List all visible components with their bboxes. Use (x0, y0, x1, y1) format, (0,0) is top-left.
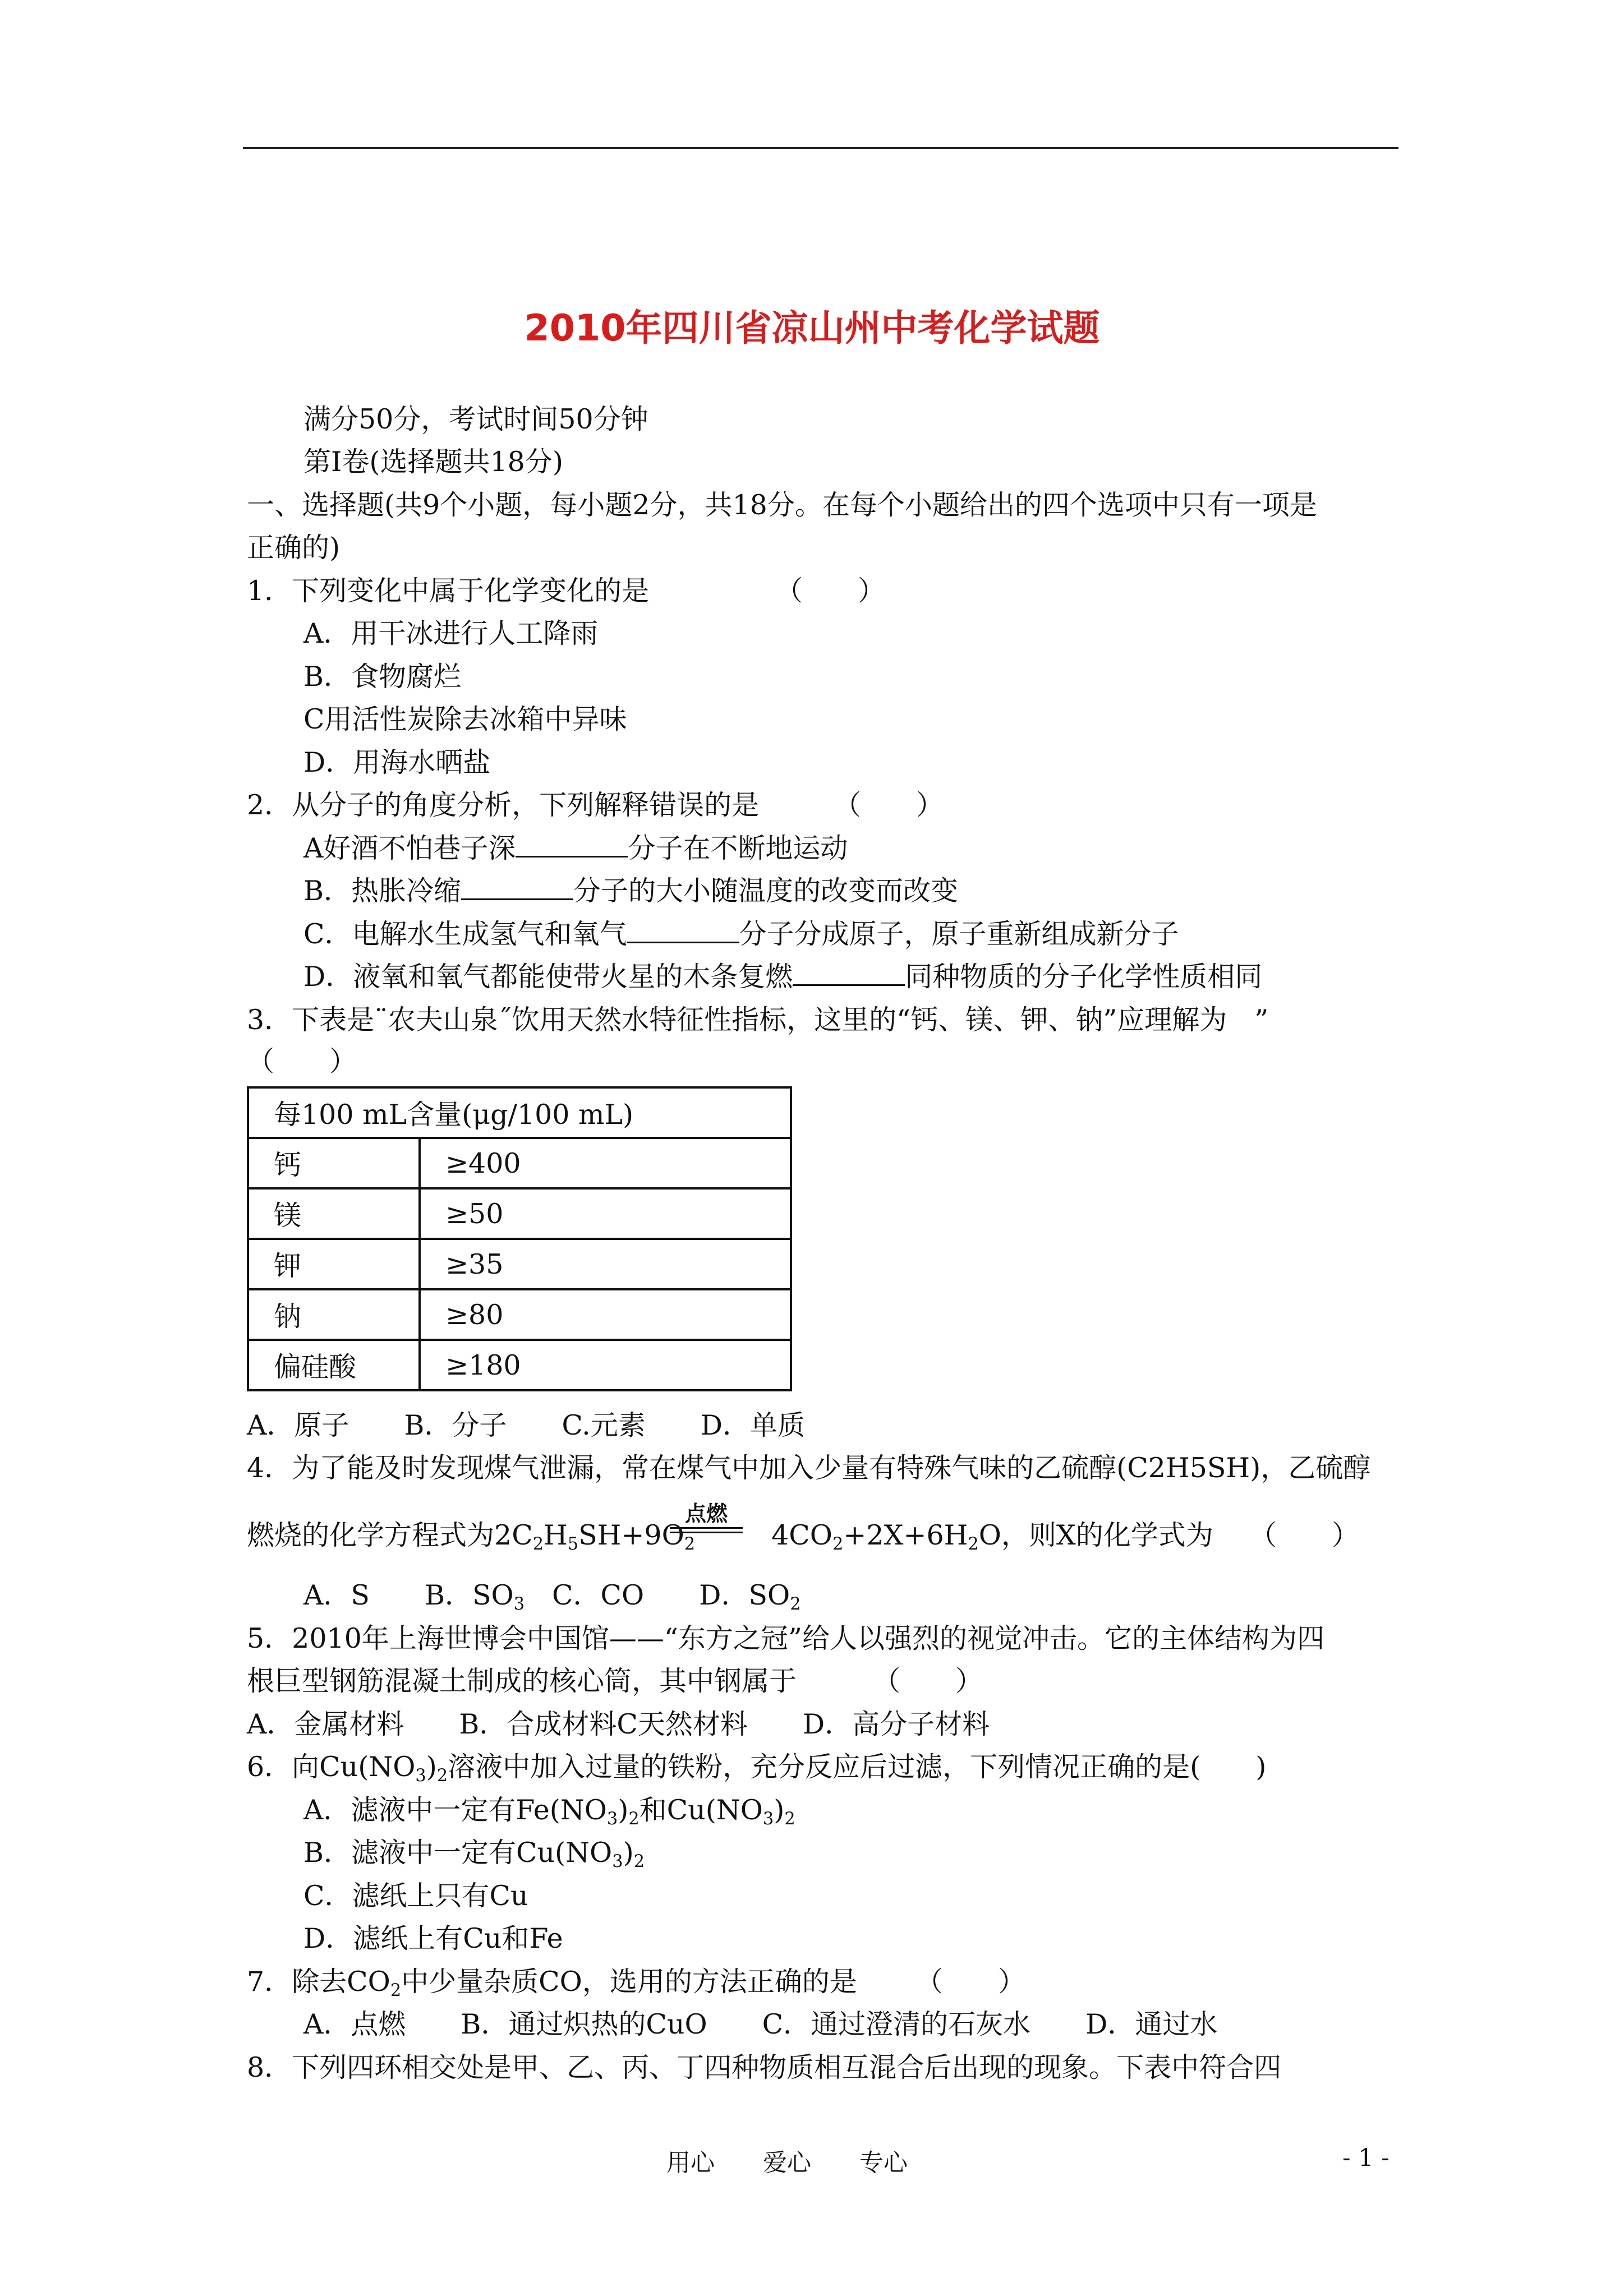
q5-options: A．金属材料 B．合成材料C天然材料 D．高分子材料 (247, 1708, 990, 1740)
table-cell-value: ≥180 (420, 1340, 791, 1390)
q7-options: A．点燃 B．通过炽热的CuO C．通过澄清的石灰水 D．通过水 (303, 2008, 1218, 2040)
table-row (248, 1188, 791, 1239)
table-row (248, 1138, 791, 1188)
table-cell-value: ≥400 (420, 1138, 791, 1188)
q8-stem-line1: 8．下列四环相交处是甲、乙、丙、丁四种物质相互混合后出现的现象。下表中符合四 (247, 2051, 1282, 2083)
table-row (248, 1340, 791, 1390)
mineral-content-table (247, 1086, 792, 1391)
q2-answer-bracket: （ ） (834, 789, 944, 821)
table-cell-element: 钠 (248, 1289, 420, 1340)
table-row (248, 1239, 791, 1289)
q1-answer-bracket: （ ） (775, 575, 886, 607)
q5-answer-bracket: （ ） (873, 1665, 983, 1697)
table-header-cell: 每100 mL含量(μg/100 mL) (248, 1087, 791, 1138)
table-cell-value: ≥35 (420, 1239, 791, 1289)
q1-option-b: B．食物腐烂 (303, 661, 462, 693)
q6-option-a: A．滤液中一定有$Fe(NO_3)_2$和$Cu(NO_3)_2$ (303, 1794, 795, 1829)
q3-answer-bracket: （ ） (247, 1045, 357, 1077)
q6-option-b: B．滤液中一定有$Cu(NO_3)_2$ (303, 1837, 645, 1872)
q1-option-a: A．用干冰进行人工降雨 (303, 617, 599, 649)
q2-option-c: C．电解水生成氢气和氧气 分子分成原子，原子重新组成新分子 (303, 918, 1179, 950)
q2-option-b: B．热胀冷缩 分子的大小随温度的改变而改变 (303, 875, 959, 907)
table-cell-element: 钙 (248, 1138, 420, 1188)
reaction-condition (670, 1501, 743, 1535)
q2-stem: 2．从分子的角度分析，下列解释错误的是 (247, 789, 760, 821)
q1-option-c: C用活性炭除去冰箱中异味 (303, 703, 627, 735)
footer-slogan: 用心 爱心 专心 (666, 2149, 908, 2177)
q6-stem: 6．向$Cu(NO_3)_2$溶液中加入过量的铁粉，充分反应后过滤，下列情况正确的是( ) (247, 1751, 1267, 1786)
equation-bar-top (670, 1527, 743, 1529)
q2-option-d: D．液氧和氧气都能使带火星的木条复燃 同种物质的分子化学性质相同 (303, 961, 1263, 993)
q5-stem-line1: 5．2010年上海世博会中国馆——“东方之冠”给人以强烈的视觉冲击。它的主体结构为四 (247, 1622, 1324, 1654)
table-cell-value: ≥50 (420, 1188, 791, 1239)
q4-answer-bracket: （ ） (1249, 1519, 1360, 1551)
table-cell-element: 钾 (248, 1239, 420, 1289)
exam-info: 满分50分，考试时间50分钟 (303, 403, 648, 435)
section-heading: 一、选择题(共9个小题，每小题2分，共18分。在每个小题给出的四个选项中只有一项是 (247, 489, 1317, 521)
table-cell-value: ≥80 (420, 1289, 791, 1340)
q6-option-d: D．滤纸上有Cu和Fe (303, 1922, 563, 1954)
ignition-label: 点燃 (684, 1501, 728, 1526)
q6-option-c: C．滤纸上只有Cu (303, 1880, 528, 1912)
q3-options: A．原子 B．分子 C.元素 D．单质 (247, 1409, 806, 1441)
q7-stem: 7．除去$CO_2$中少量杂质CO，选用的方法正确的是 (247, 1966, 857, 2001)
q4-stem-line1: 4．为了能及时发现煤气泄漏，常在煤气中加入少量有特殊气味的乙硫醇(C2H5SH)，乙硫醇 (247, 1452, 1371, 1484)
q7-answer-bracket: （ ） (915, 1966, 1026, 1998)
equation-bar-bottom (670, 1532, 743, 1533)
table-header-row (248, 1087, 791, 1138)
header-rule (243, 147, 1398, 149)
section-heading-cont: 正确的) (247, 532, 341, 564)
page-title: 2010年四川省凉山州中考化学试题 (524, 307, 1100, 349)
part-heading: 第Ⅰ卷(选择题共18分) (303, 446, 563, 478)
table-row (248, 1289, 791, 1340)
q2-option-a: A好酒不怕巷子深 分子在不断地运动 (303, 832, 848, 864)
page-number: - 1 - (1342, 2144, 1390, 2172)
table-cell-element: 镁 (248, 1188, 420, 1239)
q4-options: A．S B．$SO_3$ C．CO D．$SO_2$ (303, 1579, 801, 1615)
q3-stem: 3．下表是¨农夫山泉˝饮用天然水特征性指标，这里的“钙、镁、钾、钠”应理解为 ” (247, 1004, 1269, 1036)
q4-equation-line: 燃烧的化学方程式为$2C_2H_5SH+9O_2$ $4CO_2+2X+6H_2O$，则X的化学式为 (247, 1519, 1213, 1555)
q1-option-d: D．用海水晒盐 (303, 746, 491, 778)
table-cell-element: 偏硅酸 (248, 1340, 420, 1390)
q5-stem-line2: 根巨型钢筋混凝土制成的核心筒，其中钢属于 (247, 1665, 797, 1697)
q1-stem: 1．下列变化中属于化学变化的是 (247, 575, 650, 607)
